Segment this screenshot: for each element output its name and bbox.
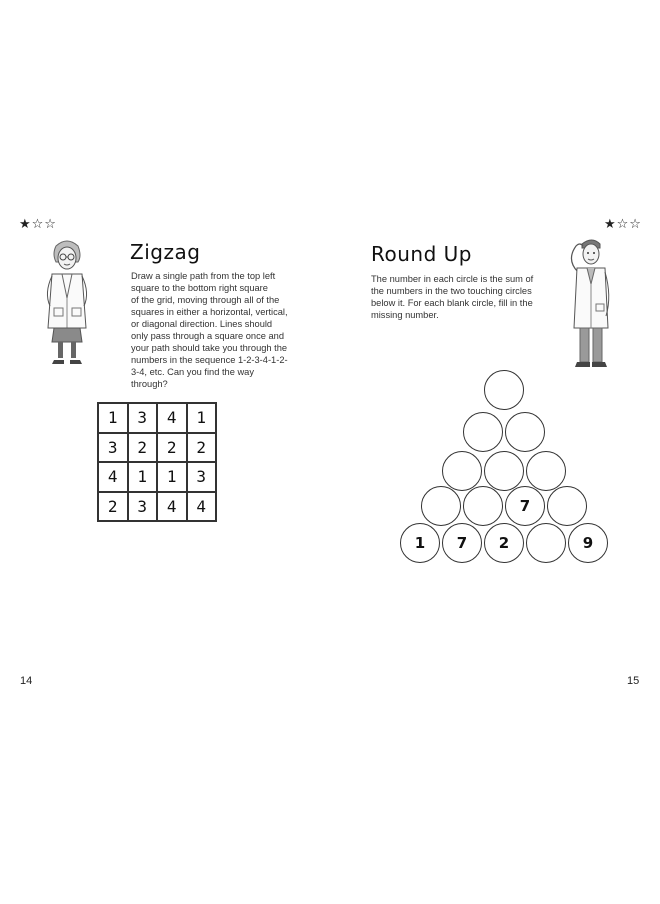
- grid-cell[interactable]: 1: [98, 403, 128, 433]
- grid-cell[interactable]: 2: [128, 433, 158, 463]
- grid-cell[interactable]: 4: [157, 403, 187, 433]
- zigzag-instructions: Draw a single path from the top left square to the bottom right square of the grid, moving through all of the squares in either a horizontal, vertical, or diagonal direction. Lines should only pass through a square once and your path should take you through the numbers in the sequence 1-2-3-4-1-2- 3-4, etc. Can you find the way through?: [131, 271, 288, 389]
- pyramid-circle[interactable]: [421, 486, 461, 526]
- grid-cell[interactable]: 2: [157, 433, 187, 463]
- zigzag-grid: [97, 402, 217, 522]
- difficulty-stars-left: ★☆☆: [19, 217, 57, 232]
- grid-cell[interactable]: 2: [187, 433, 217, 463]
- grid-cell[interactable]: 3: [187, 462, 217, 492]
- page-number-right: 15: [627, 675, 640, 687]
- pyramid-circle[interactable]: [442, 451, 482, 491]
- grid-cell[interactable]: 3: [128, 492, 158, 522]
- pyramid-circle[interactable]: [547, 486, 587, 526]
- scientist-man-illustration: [560, 236, 620, 372]
- grid-cell[interactable]: 4: [187, 492, 217, 522]
- pyramid-circle[interactable]: [484, 370, 524, 410]
- grid-cell[interactable]: 1: [157, 462, 187, 492]
- pyramid-circle[interactable]: [505, 412, 545, 452]
- pyramid-circle[interactable]: [463, 412, 503, 452]
- pyramid-circle[interactable]: 7: [505, 486, 545, 526]
- pyramid-circle[interactable]: 1: [400, 523, 440, 563]
- pyramid-circle[interactable]: [484, 451, 524, 491]
- page-number-left: 14: [20, 675, 33, 687]
- pyramid-circle[interactable]: 9: [568, 523, 608, 563]
- grid-cell[interactable]: 1: [187, 403, 217, 433]
- puzzle-title-round-up: Round Up: [371, 242, 472, 266]
- pyramid-circle[interactable]: [526, 523, 566, 563]
- grid-cell[interactable]: 3: [128, 403, 158, 433]
- pyramid-circle[interactable]: 7: [442, 523, 482, 563]
- difficulty-stars-right: ★☆☆: [604, 217, 642, 232]
- grid-cell[interactable]: 3: [98, 433, 128, 463]
- pyramid-circle[interactable]: [526, 451, 566, 491]
- pyramid-circle[interactable]: 2: [484, 523, 524, 563]
- grid-cell[interactable]: 4: [98, 462, 128, 492]
- round-up-instructions: The number in each circle is the sum of the numbers in the two touching circles below it. For each blank circle, fill in the missing number.: [371, 274, 534, 320]
- grid-cell[interactable]: 4: [157, 492, 187, 522]
- grid-cell[interactable]: 2: [98, 492, 128, 522]
- puzzle-title-zigzag: Zigzag: [130, 240, 201, 264]
- grid-cell[interactable]: 1: [128, 462, 158, 492]
- pyramid-circle[interactable]: [463, 486, 503, 526]
- number-pyramid: [396, 370, 616, 580]
- scientist-woman-illustration: [36, 238, 98, 366]
